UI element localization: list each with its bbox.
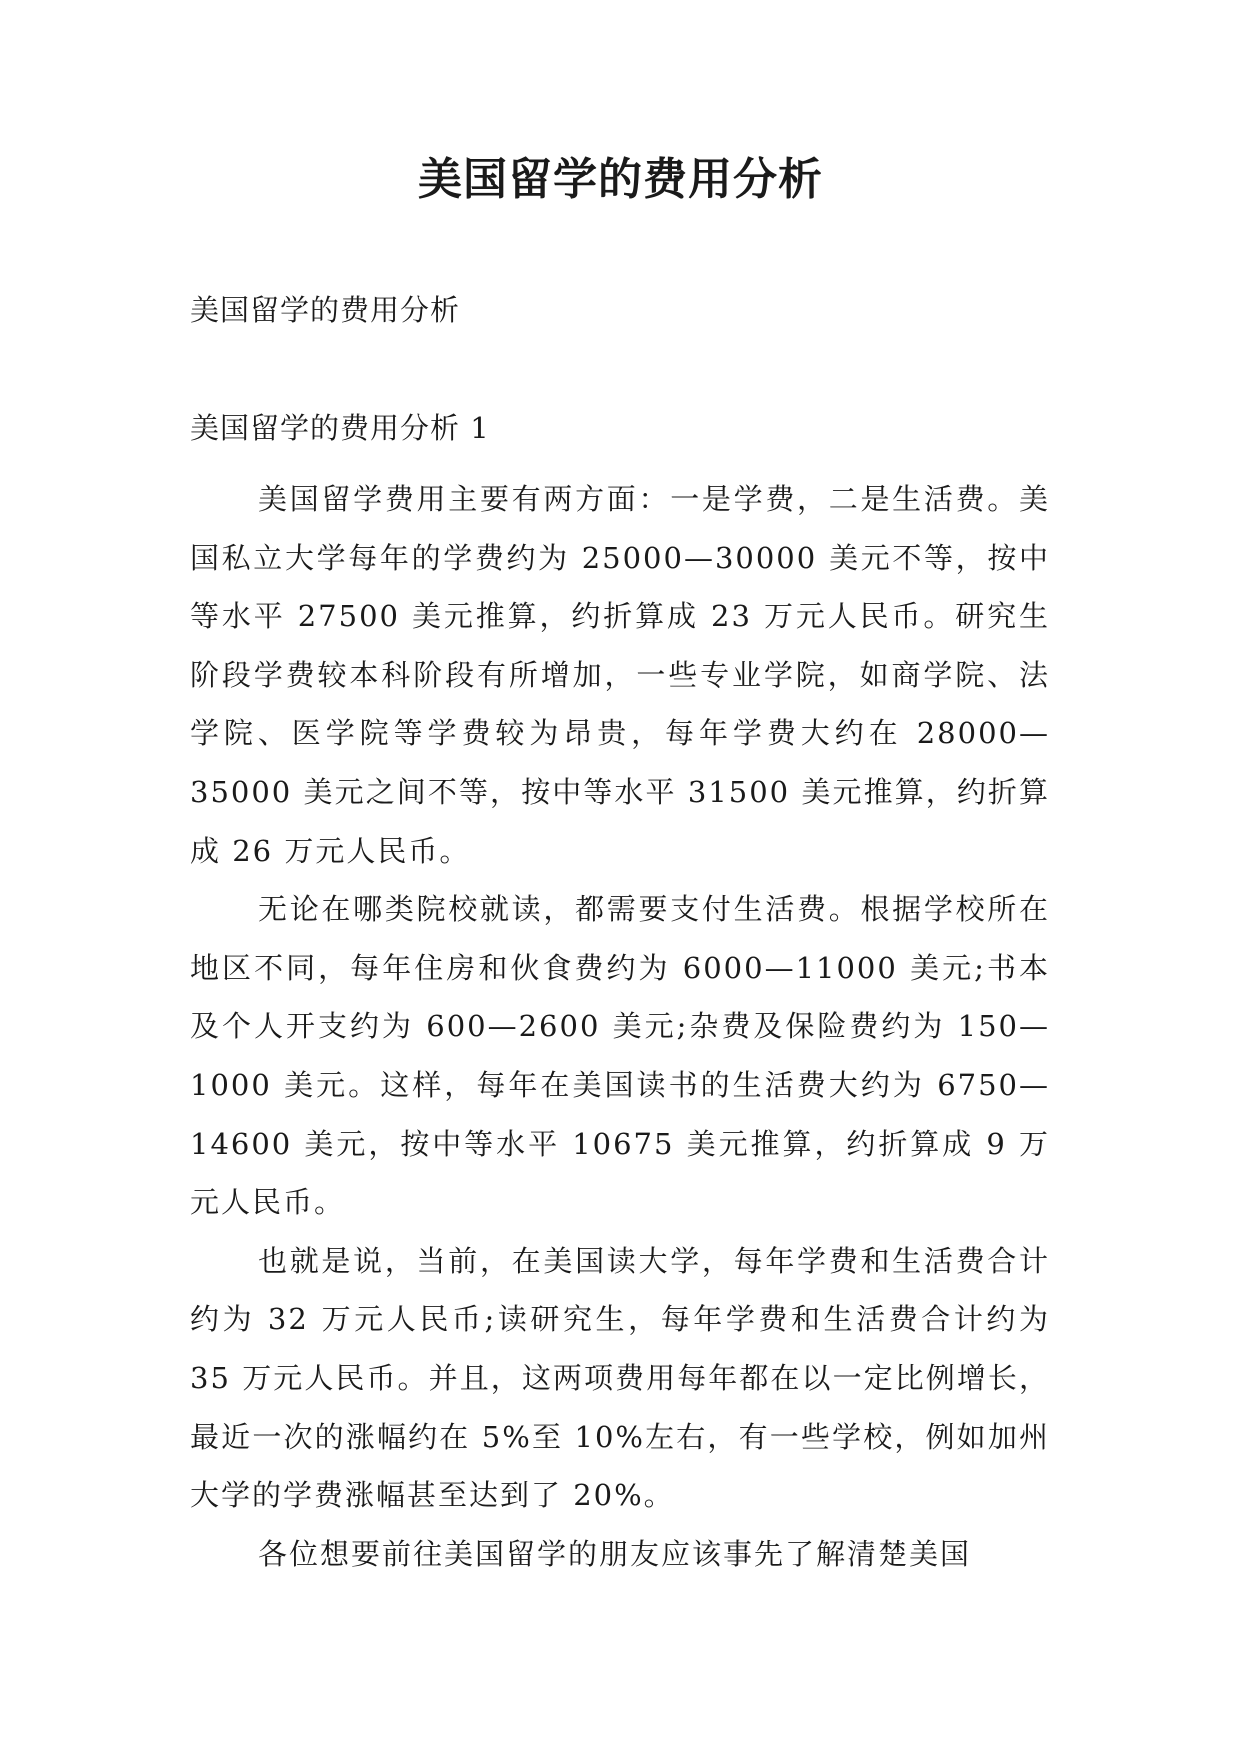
- paragraph: 也就是说，当前，在美国读大学，每年学费和生活费合计约为 32 万元人民币;读研究生，每年学费和生活费合计约为 35 万元人民币。并且，这两项费用每年都在以一定比例增长，最近一次的涨幅约在 5%至 10%左右，有一些学校，例如加州大学的学费涨幅甚至达到了 20%。: [190, 1243, 1050, 1513]
- paragraph: 无论在哪类院校就读，都需要支付生活费。根据学校所在地区不同，每年住房和伙食费约为 6000—11000 美元;书本及个人开支约为 600—2600 美元;杂费及保险费约为 150—1000 美元。这样，每年在美国读书的生活费大约为 6750—14600 美元，按中等水平 10675 美元推算，约折算成 9 万元人民币。: [190, 892, 1050, 1220]
- section-heading: 美国留学的费用分析 1: [190, 411, 490, 445]
- body-text: [190, 470, 1050, 1583]
- document-title: 美国留学的费用分析: [418, 154, 823, 205]
- paragraph: 美国留学费用主要有两方面：一是学费，二是生活费。美国私立大学每年的学费约为 25000—30000 美元不等，按中等水平 27500 美元推算，约折算成 23 万元人民币。研究生阶段学费较本科阶段有所增加，一些专业学院，如商学院、法学院、医学院等学费较为昂贵，每年学费大约在 28000—35000 美元之间不等，按中等水平 31500 美元推算，约折算成 26 万元人民币。: [190, 482, 1050, 868]
- document-subtitle: 美国留学的费用分析: [190, 293, 461, 327]
- paragraph: 各位想要前往美国留学的朋友应该事先了解清楚美国: [258, 1536, 972, 1571]
